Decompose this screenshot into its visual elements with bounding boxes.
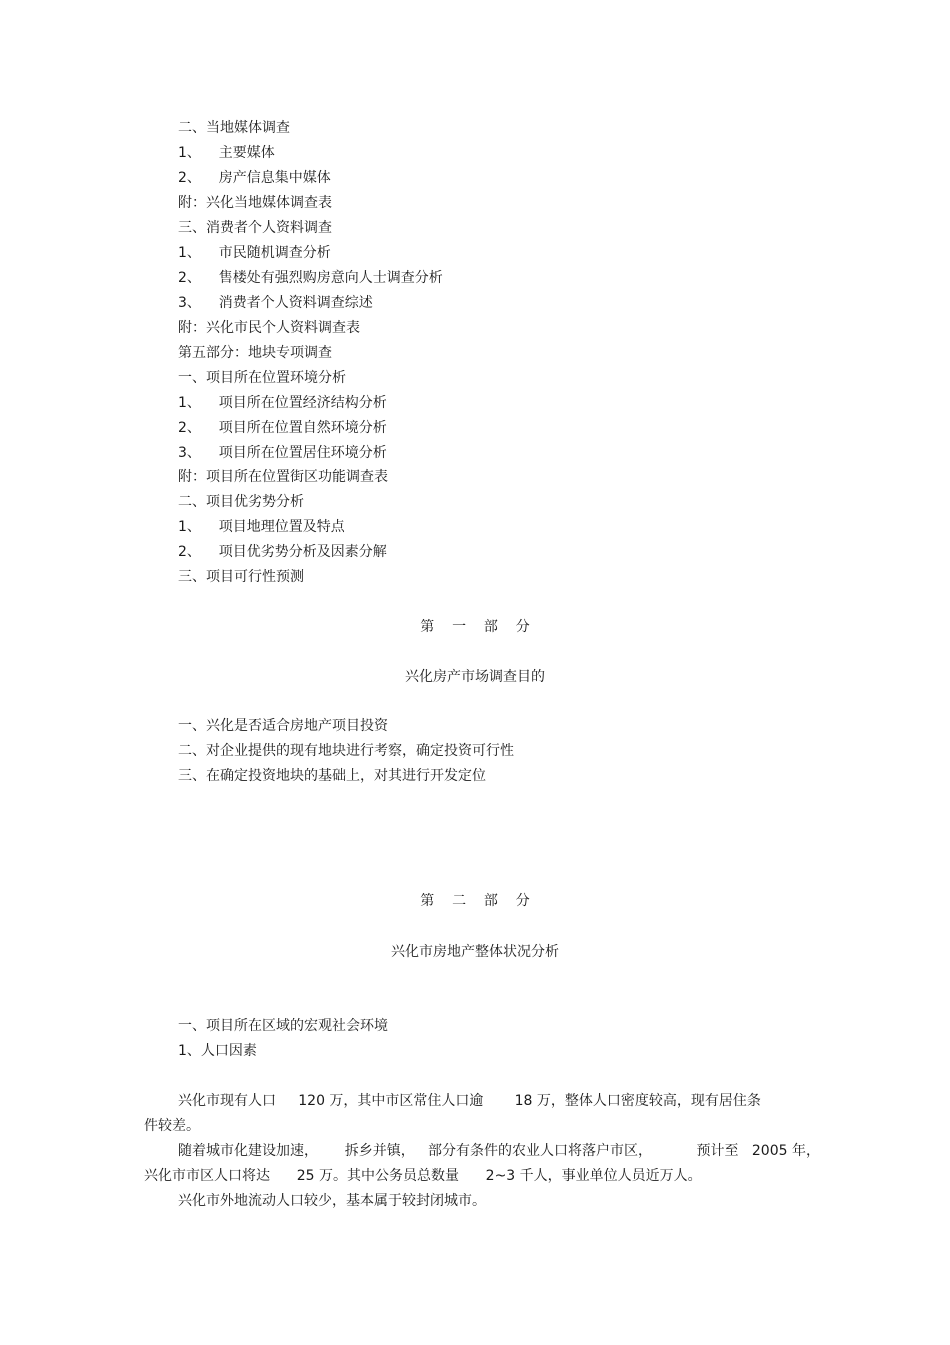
toc-item: 3、 项目所在位置居住环境分析: [178, 445, 387, 461]
toc-item: 二、项目优劣势分析: [178, 494, 304, 510]
part-two-title: 兴化市房地产整体状况分析: [391, 944, 559, 960]
subsection-heading: 1、人口因素: [178, 1043, 257, 1059]
part-one-title: 兴化房产市场调查目的: [405, 669, 545, 685]
toc-item: 第五部分：地块专项调查: [178, 345, 332, 361]
toc-item: 一、项目所在位置环境分析: [178, 370, 346, 386]
toc-item: 三、消费者个人资料调查: [178, 220, 332, 236]
toc-item: 1、 主要媒体: [178, 145, 275, 161]
toc-item: 3、 消费者个人资料调查综述: [178, 295, 373, 311]
toc-item: 三、项目可行性预测: [178, 569, 304, 585]
body-paragraph-line: 兴化市市区人口将达 25 万。其中公务员总数量 2~3 千人，事业单位人员近万人。: [144, 1168, 702, 1184]
toc-item: 2、 房产信息集中媒体: [178, 170, 331, 186]
toc-item: 1、 项目地理位置及特点: [178, 519, 345, 535]
toc-item: 附：兴化市民个人资料调查表: [178, 320, 360, 336]
body-paragraph-line: 兴化市外地流动人口较少，基本属于较封闭城市。: [178, 1193, 486, 1209]
part-one-heading: 第 一 部 分: [420, 619, 530, 635]
part-one-item: 三、在确定投资地块的基础上，对其进行开发定位: [178, 768, 486, 784]
body-paragraph-line: 件较差。: [144, 1118, 200, 1134]
toc-item: 2、 项目优劣势分析及因素分解: [178, 544, 387, 560]
body-paragraph-line: 随着城市化建设加速， 拆乡并镇， 部分有条件的农业人口将落户市区， 预计至 2005 年，: [178, 1143, 820, 1159]
toc-item: 1、 项目所在位置经济结构分析: [178, 395, 387, 411]
toc-item: 1、 市民随机调查分析: [178, 245, 331, 261]
part-one-item: 二、对企业提供的现有地块进行考察，确定投资可行性: [178, 743, 514, 759]
toc-item: 附：项目所在位置街区功能调查表: [178, 469, 388, 485]
body-paragraph-line: 兴化市现有人口 120 万，其中市区常住人口逾 18 万，整体人口密度较高，现有居住条: [178, 1093, 761, 1109]
toc-item: 2、 售楼处有强烈购房意向人士调查分析: [178, 270, 443, 286]
part-one-item: 一、兴化是否适合房地产项目投资: [178, 718, 388, 734]
section-heading: 一、项目所在区域的宏观社会环境: [178, 1018, 388, 1034]
toc-item: 附：兴化当地媒体调查表: [178, 195, 332, 211]
part-two-heading: 第 二 部 分: [420, 893, 530, 909]
toc-item: 2、 项目所在位置自然环境分析: [178, 420, 387, 436]
toc-item: 二、当地媒体调查: [178, 120, 290, 136]
